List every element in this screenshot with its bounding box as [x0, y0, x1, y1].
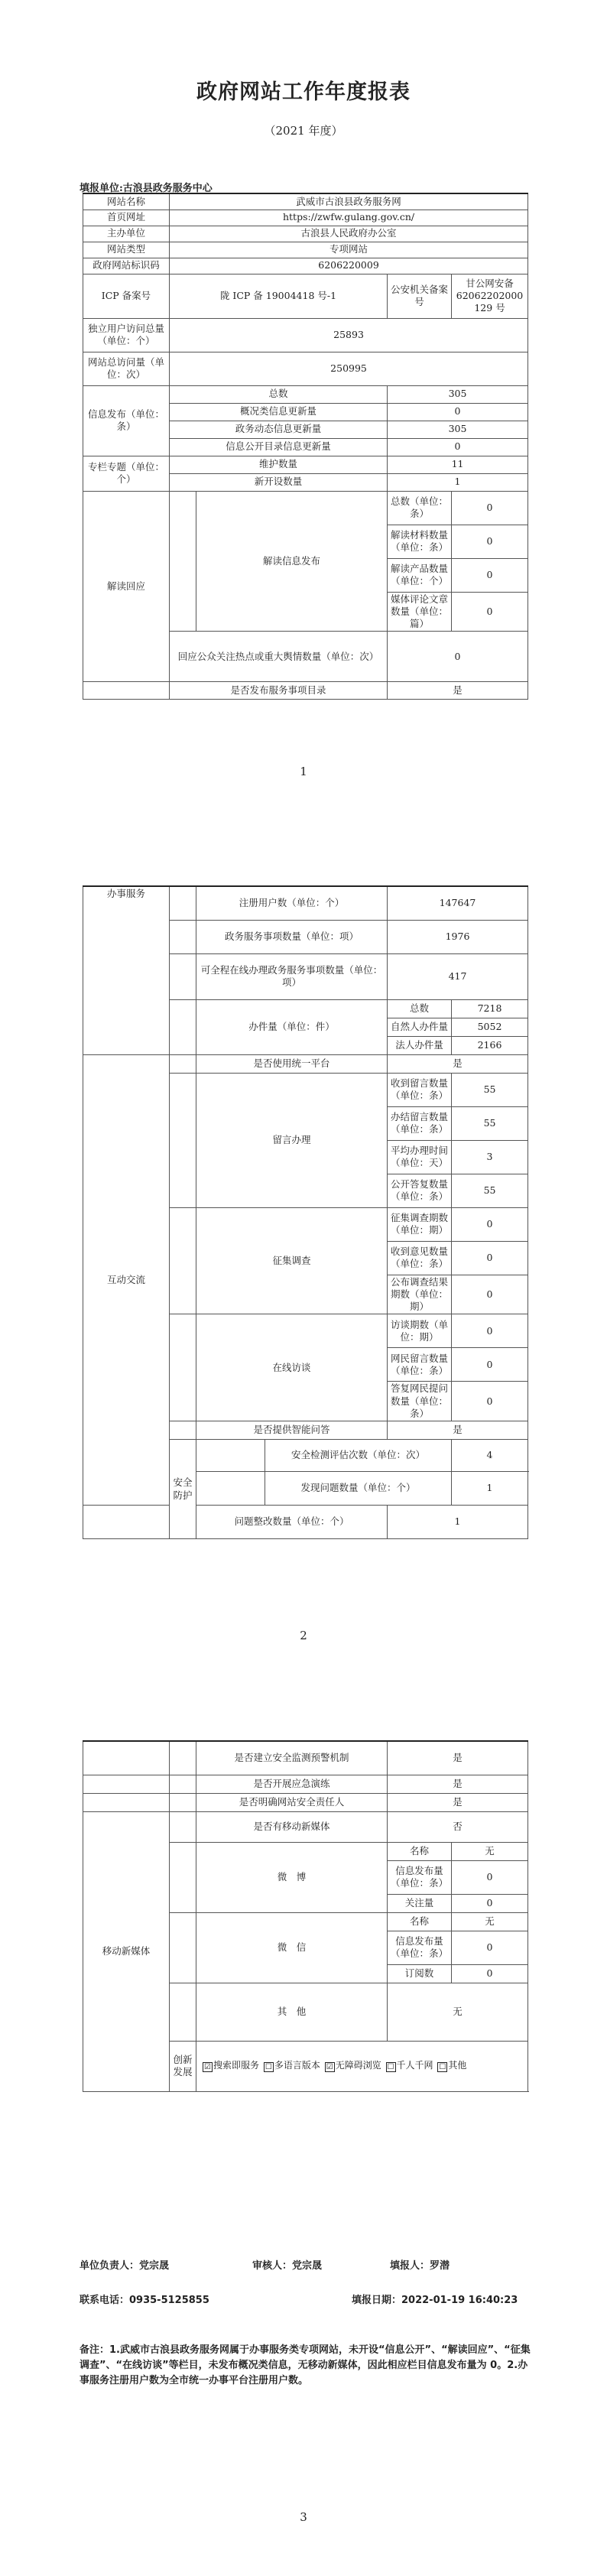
table-cell: 解读产品数量（单位：个） [388, 558, 452, 592]
table-cell: 公开答复数量（单位：条） [388, 1174, 452, 1207]
table-cell: 2166 [452, 1036, 528, 1054]
table-cell [170, 1775, 196, 1793]
table-cell: 是 [388, 682, 528, 700]
table-cell: 1 [388, 1506, 528, 1539]
table-cell [170, 1421, 196, 1440]
table-cell: ICP 备案号 [83, 274, 170, 318]
table-cell [170, 920, 196, 953]
table-cell: 答复网民提问数量（单位：条） [388, 1382, 452, 1421]
table-cell: 政务动态信息更新量 [170, 421, 388, 438]
page-number-3: 3 [300, 2510, 307, 2524]
site-url: https://zwfw.gulang.gov.cn/ [170, 210, 528, 226]
table-cell: 问题整改数量（单位：个） [196, 1506, 388, 1539]
table-cell: 首页网址 [83, 210, 170, 226]
table-cell: 0 [452, 1275, 528, 1314]
report-year: （2021 年度） [264, 124, 343, 138]
innov-multilanguage: ☐ 多语言版本 [264, 2060, 320, 2071]
table-cell: 7218 [452, 999, 528, 1018]
table-cell [170, 1054, 196, 1073]
table-cell: 主办单位 [83, 226, 170, 242]
table-cell: 0 [452, 1241, 528, 1275]
table-cell: 收到意见数量（单位：条） [388, 1241, 452, 1275]
table-cell: 0 [452, 1207, 528, 1241]
table-cell: 收到留言数量（单位：条） [388, 1073, 452, 1106]
table-cell: 信息发布（单位：条） [83, 385, 170, 456]
table-cell: 信息公开目录信息更新量 [170, 438, 388, 456]
table-cell: 专栏专题（单位：个） [83, 456, 170, 491]
table-cell: 订阅数 [388, 1964, 452, 1983]
table-cell: 回应公众关注热点或重大舆情数量（单位：次） [170, 632, 388, 682]
table-cell: 网站总访问量（单位：次） [83, 352, 170, 385]
table-cell [170, 953, 196, 999]
table-cell: 解读材料数量（单位：条） [388, 525, 452, 558]
table-cell: 媒体评论文章数量（单位：篇） [388, 592, 452, 632]
table-cell: 名称 [388, 1842, 452, 1860]
table-cell: 办件量（单位：件） [196, 999, 388, 1054]
table-cell: 55 [452, 1106, 528, 1140]
table-cell: 网站类型 [83, 242, 170, 258]
table-cell: 关注量 [388, 1894, 452, 1912]
table-cell: 总数 [388, 999, 452, 1018]
innovation-checkboxes [196, 2041, 528, 2091]
table-cell: 办事服务 [83, 886, 170, 1054]
table-cell: 0 [452, 1894, 528, 1912]
table-cell: 是否有移动新媒体 [196, 1811, 388, 1842]
table-cell: 25893 [170, 318, 528, 352]
table-cell: 专项网站 [170, 242, 528, 258]
table-cell: 0 [452, 1314, 528, 1348]
table-cell [83, 1793, 170, 1811]
table-cell: 55 [452, 1073, 528, 1106]
table-cell: 微 博 [196, 1842, 388, 1912]
table-cell: 独立用户访问总量（单位：个） [83, 318, 170, 352]
table-cell: 政府网站标识码 [83, 258, 170, 274]
table-cell: 0 [452, 1348, 528, 1382]
table-cell: 新开设数量 [170, 473, 388, 491]
table-cell: 无 [452, 1842, 528, 1860]
table-cell: 0 [388, 403, 528, 421]
table-cell: 0 [388, 632, 528, 682]
table-cell: 417 [388, 953, 528, 999]
table-cell: 注册用户数（单位：个） [196, 886, 388, 920]
table-cell: 是 [388, 1775, 528, 1793]
table-cell: 甘公网安备 62062202000 129 号 [452, 274, 528, 318]
table-cell: 0 [452, 491, 528, 525]
table-cell: 政务服务事项数量（单位：项） [196, 920, 388, 953]
table-cell [170, 1741, 196, 1775]
table-cell: 征集调查 [196, 1207, 388, 1314]
report-table-page2 [83, 885, 528, 1539]
table-cell: 创新发展 [170, 2041, 196, 2091]
table-cell: 是否建立安全监测预警机制 [196, 1741, 388, 1775]
table-cell: 发现问题数量（单位：个） [265, 1472, 452, 1506]
table-cell [83, 1741, 170, 1775]
table-cell [170, 1842, 196, 1912]
table-cell: 信息发布量（单位：条） [388, 1860, 452, 1894]
report-table-page1 [83, 193, 528, 700]
table-cell: 总数 [170, 385, 388, 403]
table-cell: 总数（单位：条） [388, 491, 452, 525]
page-number-2: 2 [300, 1629, 307, 1642]
table-cell: 是 [388, 1793, 528, 1811]
report-table-page3 [83, 1740, 528, 2092]
innov-search-service: ☑ 搜索即服务 [203, 2060, 259, 2071]
table-cell [170, 1811, 196, 1842]
table-cell: 305 [388, 385, 528, 403]
table-cell: 0 [452, 1931, 528, 1964]
table-cell: 0 [452, 592, 528, 632]
table-cell: 是 [388, 1741, 528, 1775]
table-cell: 147647 [388, 886, 528, 920]
table-cell: 信息发布量（单位：条） [388, 1931, 452, 1964]
contact-phone: 联系电话：0935-5125855 [80, 2295, 209, 2306]
table-cell: 古浪县人民政府办公室 [170, 226, 528, 242]
table-cell [170, 886, 196, 920]
table-cell: 解读信息发布 [196, 491, 388, 632]
table-cell: 1 [388, 473, 528, 491]
table-cell: 概况类信息更新量 [170, 403, 388, 421]
table-cell: 安全检测评估次数（单位：次） [265, 1440, 452, 1472]
table-cell: 维护数量 [170, 456, 388, 473]
table-cell: 法人办件量 [388, 1036, 452, 1054]
table-cell: 是 [388, 1421, 528, 1440]
table-cell [170, 999, 196, 1054]
table-cell: 陇 ICP 备 19004418 号-1 [170, 274, 388, 318]
table-cell [196, 1472, 265, 1506]
page-title: 政府网站工作年度报表 [196, 80, 411, 104]
table-cell: 11 [388, 456, 528, 473]
table-cell: 其 他 [196, 1983, 388, 2041]
table-cell: 5052 [452, 1018, 528, 1036]
table-cell: 1976 [388, 920, 528, 953]
table-cell: 0 [388, 438, 528, 456]
table-cell: 305 [388, 421, 528, 438]
table-cell [170, 1793, 196, 1811]
table-cell [83, 682, 170, 700]
table-cell [196, 1440, 265, 1472]
table-cell: 留言办理 [196, 1073, 388, 1207]
table-cell: 互动交流 [83, 1054, 170, 1506]
table-cell: 公安机关备案号 [388, 274, 452, 318]
table-cell: 是 [388, 1054, 528, 1073]
table-cell [170, 1314, 196, 1421]
table-cell [170, 1207, 196, 1314]
table-cell: 解读回应 [83, 491, 170, 682]
table-cell: 无 [452, 1912, 528, 1931]
table-cell: 是否开展应急演练 [196, 1775, 388, 1793]
table-cell: 无 [388, 1983, 528, 2041]
fill-date: 填报日期：2022-01-19 16:40:23 [352, 2295, 518, 2306]
table-cell [170, 1983, 196, 2041]
table-cell: 0 [452, 1382, 528, 1421]
remark-note: 备注：1.武威市古浪县政务服务网属于办事服务类专项网站，未开设“信息公开”、“解读回应”、“征集调查”、“在线访谈”等栏目，未发布概况类信息，无移动新媒体，因此相应栏目信息发布量为 0。2.办事服务注册用户数为全市统一办事平台注册用户数。 [80, 2344, 531, 2387]
table-cell: 网站名称 [83, 193, 170, 210]
table-cell: 在线访谈 [196, 1314, 388, 1421]
table-cell: 征集调查期数（单位：期） [388, 1207, 452, 1241]
table-cell: 办结留言数量（单位：条） [388, 1106, 452, 1140]
table-cell: 公布调查结果期数（单位：期） [388, 1275, 452, 1314]
table-cell: 250995 [170, 352, 528, 385]
table-cell: 6206220009 [170, 258, 528, 274]
table-cell [83, 1506, 170, 1539]
table-cell [170, 1073, 196, 1207]
table-cell: 访谈期数（单位：期） [388, 1314, 452, 1348]
innov-accessibility: ☑ 无障碍浏览 [325, 2060, 381, 2071]
filling-unit: 填报单位:古浪县政务服务中心 [80, 183, 213, 194]
table-cell: 自然人办件量 [388, 1018, 452, 1036]
table-cell: 可全程在线办理政务服务事项数量（单位：项） [196, 953, 388, 999]
innov-other: ☐ 其他 [437, 2060, 466, 2071]
table-cell [170, 491, 196, 632]
table-cell: 0 [452, 1964, 528, 1983]
table-cell [170, 1912, 196, 1983]
reviewer: 审核人：党宗晟 [252, 2260, 323, 2272]
table-cell: 0 [452, 558, 528, 592]
table-cell: 55 [452, 1174, 528, 1207]
table-cell: 网民留言数量（单位：条） [388, 1348, 452, 1382]
table-cell: 0 [452, 525, 528, 558]
table-cell: 微 信 [196, 1912, 388, 1983]
table-cell: 安全防护 [170, 1440, 196, 1539]
table-cell: 3 [452, 1140, 528, 1174]
table-cell: 名称 [388, 1912, 452, 1931]
innov-personalized: ☐ 千人千网 [386, 2060, 433, 2071]
site-name: 武威市古浪县政务服务网 [170, 193, 528, 210]
table-cell: 0 [452, 1860, 528, 1894]
table-cell: 4 [452, 1440, 528, 1472]
table-cell: 是否提供智能问答 [196, 1421, 388, 1440]
table-cell: 平均办理时间（单位：天） [388, 1140, 452, 1174]
table-cell: 是否使用统一平台 [196, 1054, 388, 1073]
table-cell: 否 [388, 1811, 528, 1842]
unit-leader: 单位负责人：党宗晟 [80, 2260, 170, 2272]
filler: 填报人：罗潜 [390, 2260, 450, 2272]
page-number-1: 1 [300, 765, 307, 778]
table-cell: 1 [452, 1472, 528, 1506]
table-cell [83, 1775, 170, 1793]
table-cell: 是否明确网站安全责任人 [196, 1793, 388, 1811]
table-cell: 移动新媒体 [83, 1811, 170, 2091]
table-cell: 是否发布服务事项目录 [170, 682, 388, 700]
